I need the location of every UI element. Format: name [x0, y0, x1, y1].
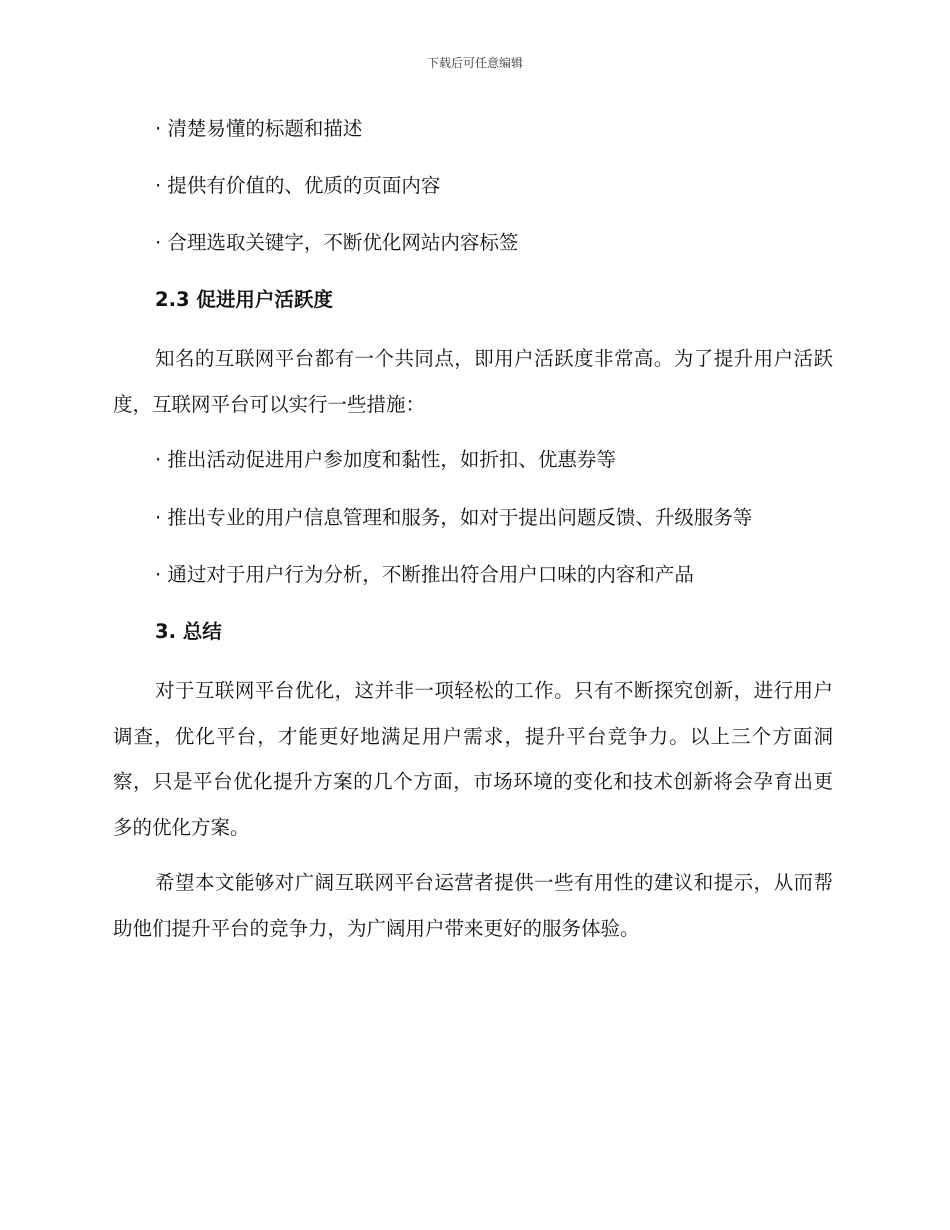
- bullet-item: · 合理选取关键字，不断优化网站内容标签: [155, 231, 519, 254]
- bullet-item: · 提供有价值的、优质的页面内容: [155, 174, 441, 197]
- page-header-note: 下载后可任意编辑: [426, 56, 523, 70]
- summary-paragraph-1: 对于互联网平台优化，这并非一项轻松的工作。只有不断探究创新，进行用户调查，优化平台，才能更好地满足用户需求，提升平台竞争力。以上三个方面洞察，只是平台优化提升方案的几个方面，市场环境的变化和技术创新将会孕育出更多的优化方案。: [113, 679, 833, 839]
- section-heading-3: 3. 总结: [155, 620, 222, 643]
- bullet-item: · 推出活动促进用户参加度和黏性，如折扣、优惠券等: [155, 448, 616, 471]
- bullet-item: · 推出专业的用户信息管理和服务，如对于提出问题反馈、升级服务等: [155, 506, 753, 529]
- bullet-item: · 清楚易懂的标题和描述: [155, 117, 363, 140]
- summary-paragraph-2: 希望本文能够对广阔互联网平台运营者提供一些有用性的建议和提示，从而帮助他们提升平台的竞争力，为广阔用户带来更好的服务体验。: [113, 871, 833, 940]
- bullet-item: · 通过对于用户行为分析，不断推出符合用户口味的内容和产品: [155, 563, 694, 586]
- section-2-3-intro: 知名的互联网平台都有一个共同点，即用户活跃度非常高。为了提升用户活跃度，互联网平台可以实行一些措施：: [113, 347, 833, 416]
- section-heading-2-3: 2.3 促进用户活跃度: [155, 288, 333, 311]
